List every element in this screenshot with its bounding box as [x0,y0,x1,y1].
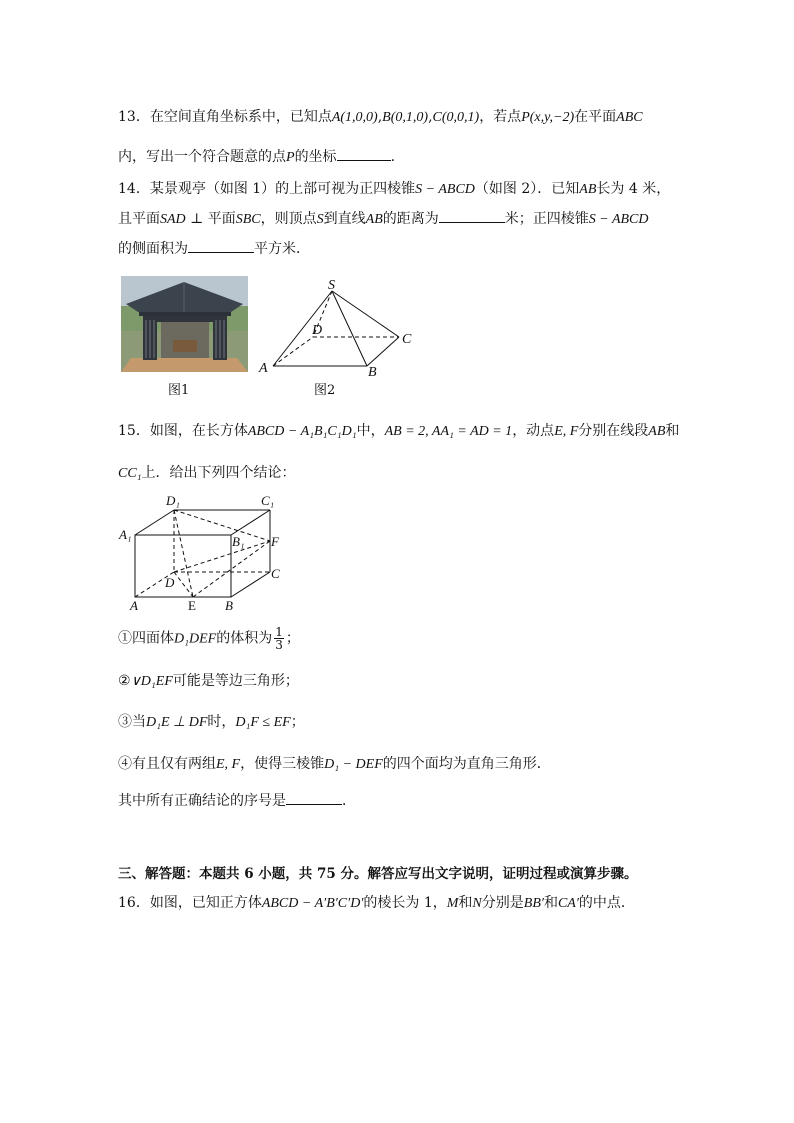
q14-answer-blank-1[interactable] [439,210,505,223]
q14-ab: AB [365,212,383,227]
edge-sa [273,291,332,366]
q15-end: ． [342,793,356,809]
q16-point-n: N [472,896,482,911]
fraction-numerator: 1 [275,625,283,639]
figure-1-caption: 图1 [168,383,190,398]
q16-segment-ca: CA′ [557,896,579,911]
label-b: B [225,598,233,613]
q15-statement-4 [118,753,551,773]
q15-text: 可能是等边三角形； [172,673,299,689]
q14-vertex-s: S [316,212,324,227]
label-c: C [271,566,280,581]
q15-statement-3 [118,711,305,731]
q15-text: 时， [207,714,236,730]
q15-text: ； [285,630,300,647]
q15-statement-1 [118,626,300,651]
q15-line-2 [118,462,296,482]
q13-text: 在平面 [574,109,617,125]
q15-text: 和 [665,423,680,439]
q15-text: 上．给出下列四个结论： [141,465,296,481]
q14-pyramid: S − ABCD [588,212,649,227]
q13-plane: ABC [616,110,643,125]
q15-inequality: D₁F ≤ EF [235,715,291,730]
q16-point-m: M [446,896,459,911]
q13-end: . [390,149,396,165]
edge-bc [367,337,399,366]
seg-de [174,572,193,597]
q15-cc1: CC₁ [118,466,142,481]
q15-answer-blank[interactable] [286,792,342,805]
q15-text: ，使得三棱锥 [240,756,325,772]
label-s: S [328,278,335,293]
q14-line-1 [118,178,670,198]
label-e: E [188,598,196,613]
label-d1: D₁ [166,493,180,508]
q13-sep: , [377,109,383,125]
q16-text: 16．如图，已知正方体 [118,895,262,911]
seg-df [174,541,270,572]
q13-point-a: A(1,0,0) [331,110,378,125]
q14-text: ⊥ 平面 [185,211,236,227]
edge-a1d1 [135,510,174,535]
q13-point-c: C(0,0,1) [432,110,480,125]
q13-text: 内，写出一个符合题意的点 [118,149,286,165]
label-f: F [271,534,279,549]
q14-text: 的侧面积为 [118,241,188,257]
label-b: B [368,365,377,378]
q15-text: 的四个面均为直角三角形． [382,756,551,772]
label-a: A [130,598,138,613]
q15-points: E, F [554,424,579,439]
q15-condition: AB = 2, AA₁ = AD = 1 [384,424,513,439]
q15-points: E, F [216,757,241,772]
label-c1: C₁ [261,493,275,508]
q14-text: ，则顶点 [260,211,317,227]
q13-line-1 [118,106,643,126]
q15-text: ①四面体 [118,630,174,647]
q13-text: 13．在空间直角坐标系中，已知点 [118,109,332,125]
q16-edge-bb: BB′ [523,896,544,911]
q14-pyramid: S − ABCD [415,182,475,197]
label-c: C [402,332,412,347]
pavilion-photo [121,276,248,372]
q15-text: 分别在线段 [578,423,649,439]
q16-line-1 [118,892,635,912]
q15-text: ③当 [118,714,146,730]
edge-bc [231,572,270,597]
q13-text: 的坐标 [294,149,337,165]
q14-plane-sbc: SBC [235,212,261,227]
q15-text: ； [290,714,305,730]
q14-text: 平方米． [254,241,310,257]
q13-line-2 [118,146,395,166]
q13-text: ，若点 [479,109,522,125]
q14-text: 且平面 [118,211,160,227]
q14-text: （如图 2）．已知 [474,181,580,197]
q15-text: 中， [356,423,385,439]
q16-text: 的中点． [578,895,635,911]
seg-d1f [174,510,270,541]
q15-tetrahedron: D₁DEF [174,631,217,647]
q15-text: ，动点 [512,423,555,439]
q14-text: 的距离为 [382,211,439,227]
q14-text: 到直线 [323,211,366,227]
q15-text: 15．如图，在长方体 [118,423,248,439]
edge-sc [332,291,399,337]
label-b1: B₁ [232,534,245,549]
q15-box: ABCD − A₁B₁C₁D₁ [247,424,357,439]
edge-b1c1 [231,510,270,535]
q14-plane-sad: SAD [160,212,186,227]
q14-answer-blank-2[interactable] [188,240,254,253]
q14-text: 14．某景观亭（如图 1）的上部可视为正四棱锥 [118,181,416,197]
fraction-one-third [274,626,284,651]
q15-ab: AB [648,424,666,439]
q16-text: 的棱长为 1， [363,895,447,911]
q16-text: 和 [543,895,558,911]
label-a1: A₁ [119,527,132,542]
q15-text: 其中所有正确结论的序号是 [118,793,286,809]
q15-ask [118,790,356,810]
q14-line-3 [118,238,310,258]
q15-text: 的体积为 [216,630,273,647]
section-3-heading: 三、解答题：本题共 6 小题，共 75 分。解答应写出文字说明，证明过程或演算步骤。 [118,866,638,882]
q15-text: ④有且仅有两组 [118,756,216,772]
q15-line-1 [118,420,679,440]
q16-cube: ABCD − A′B′C′D′ [261,896,364,911]
edge-sb [332,291,367,366]
figure-2-caption: 图2 [314,383,336,398]
cuboid-figure [118,490,298,614]
label-d: D [165,575,175,590]
q15-text: ② [118,673,131,689]
q16-text: 和 [458,895,473,911]
label-a: A [259,361,268,376]
q14-line-2 [118,208,649,228]
q15-condition: D₁E ⊥ DF [146,715,208,730]
pyramid-figure [255,278,415,378]
q13-answer-blank[interactable] [337,148,391,161]
q13-point-p: P(x,y,−2) [521,110,575,125]
q13-point-b: B(0,1,0) [382,110,429,125]
fraction-denominator: 3 [275,638,283,652]
label-d: D [312,323,323,338]
pavilion-illustration [121,276,248,372]
q15-pyramid: D₁ − DEF [324,757,383,772]
q16-text: 分别是 [481,895,524,911]
q15-triangle: ∨D₁EF [130,674,173,689]
q14-text: 米；正四棱锥 [504,211,589,227]
q13-sep: , [428,109,433,125]
q15-statement-2 [118,670,299,690]
q14-ab: AB [579,182,597,197]
q14-text: 长为 4 米， [596,181,671,197]
q13-point-p-ref: P [286,150,295,165]
